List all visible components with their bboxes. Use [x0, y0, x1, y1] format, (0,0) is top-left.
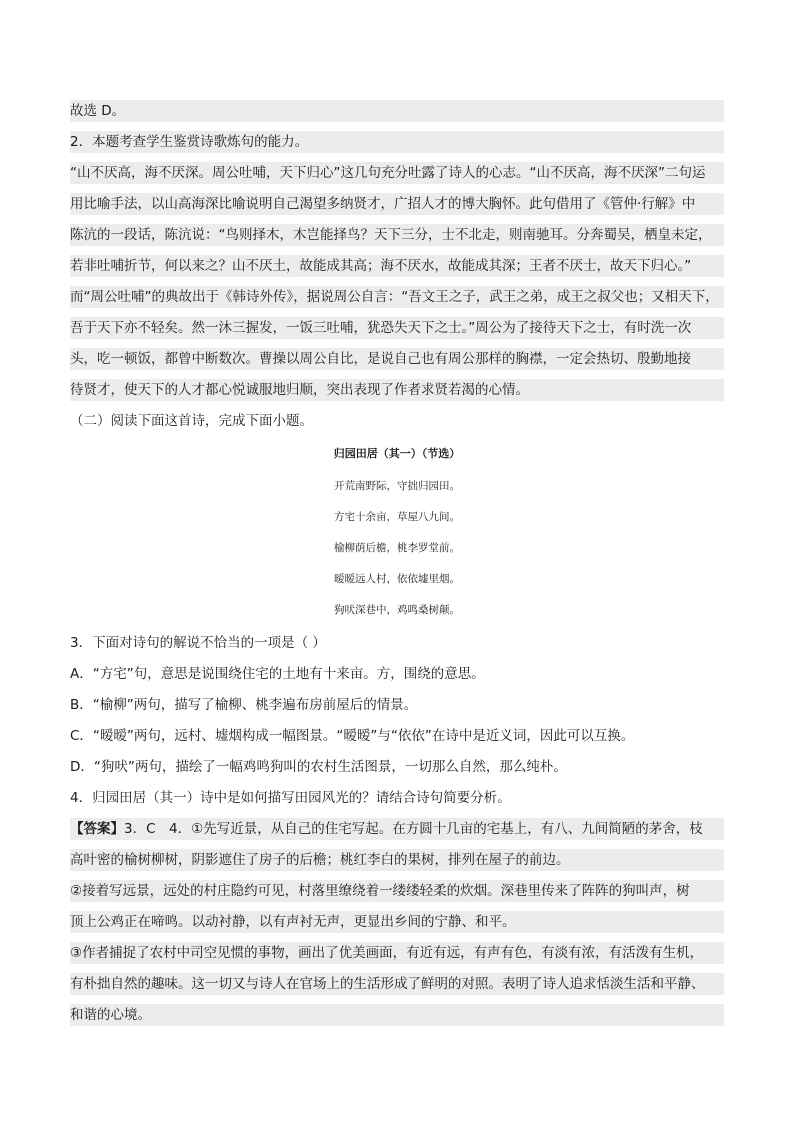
poem-title: 归园田居（其一）（节选） [333, 447, 461, 460]
question-3-option-c: C．“暧暧”两句，远村、墟烟构成一幅图景。“暧暧”与“依依”在诗中是近义词，因此可以互换。 [70, 728, 635, 744]
explanation-line: 头，吃一顿饭，都曾中断数次。曹操以周公自比，是说自己也有周公那样的胸襟，一定会热切、殷勤地接 [70, 348, 724, 370]
explanation-line: 而“周公吐哺”的典故出于《韩诗外传》，据说周公自言：“吾文王之子，武王之弟，成王之叔父也；又相天下， [70, 286, 724, 308]
section-heading: （二）阅读下面这首诗，完成下面小题。 [70, 413, 313, 429]
poem-line: 开荒南野际，守拙归园田。 [334, 480, 460, 492]
explanation-line: “山不厌高，海不厌深。周公吐哺，天下归心”这几句充分吐露了诗人的心志。“山不厌高，海不厌深”二句运 [70, 162, 724, 184]
question-3-option-a: A．“方宅”句，意思是说围绕住宅的土地有十来亩。方，围绕的意思。 [70, 666, 485, 682]
explanation-line: 吾于天下亦不轻矣。然一沐三握发，一饭三吐哺，犹恐失天下之士。”周公为了接待天下之士，有时洗一次 [70, 317, 724, 339]
explanation-line: 陈沆的一段话，陈沆说：“鸟则择木，木岂能择鸟？天下三分，士不北走，则南驰耳。分奔蜀吴，栖皇未定， [70, 224, 724, 246]
answer-line [70, 818, 724, 840]
poem-line: 狗吠深巷中，鸡鸣桑树颠。 [334, 604, 460, 616]
explanation-line: 故选 D。 [70, 100, 724, 122]
answer-line: 顶上公鸡正在啼鸣。以动衬静，以有声衬无声，更显出乡间的宁静、和平。 [70, 911, 724, 933]
question-4-stem: 4．归园田居（其一）诗中是如何描写田园风光的？请结合诗句简要分析。 [70, 790, 511, 806]
answer-line: 高叶密的榆树柳树，阴影遮住了房子的后檐；桃红李白的果树，排列在屋子的前边。 [70, 849, 724, 871]
explanation-line: 2．本题考查学生鉴赏诗歌炼句的能力。 [70, 131, 724, 153]
answer-label: 【答案】 [70, 821, 124, 837]
poem-line: 暧暧远人村，依依墟里烟。 [334, 573, 460, 585]
answer-line: 和谐的心境。 [70, 1004, 724, 1026]
answer-text: 3．C 4．①先写近景，从自己的住宅写起。在方圆十几亩的宅基上，有八、九间简陋的茅舍，枝 [124, 821, 703, 837]
explanation-line: 待贤才，使天下的人才都心悦诚服地归顺，突出表现了作者求贤若渴的心情。 [70, 379, 724, 401]
poem-line: 方宅十余亩，草屋八九间。 [334, 511, 460, 523]
question-3-option-d: D．“狗吠”两句，描绘了一幅鸡鸣狗叫的农村生活图景，一切那么自然，那么纯朴。 [70, 759, 567, 775]
answer-line: ③作者捕捉了农村中司空见惯的事物，画出了优美画面，有近有远，有声有色，有淡有浓，有活泼有生机， [70, 942, 724, 964]
explanation-line: 若非吐哺折节，何以来之？山不厌土，故能成其高；海不厌水，故能成其深；王者不厌士，故天下归心。” [70, 255, 724, 277]
explanation-line: 用比喻手法，以山高海深比喻说明自己渴望多纳贤才，广招人才的博大胸怀。此句借用了《管仲·行解》中 [70, 193, 724, 215]
answer-line: ②接着写远景，远处的村庄隐约可见，村落里缭绕着一缕缕轻柔的炊烟。深巷里传来了阵阵的狗叫声，树 [70, 880, 724, 902]
poem-line: 榆柳荫后檐，桃李罗堂前。 [334, 542, 460, 554]
question-3-option-b: B．“榆柳”两句，描写了榆柳、桃李遍布房前屋后的情景。 [70, 697, 418, 713]
answer-line: 有朴拙自然的趣味。这一切又与诗人在官场上的生活形成了鲜明的对照。表明了诗人追求恬淡生活和平静、 [70, 973, 724, 995]
question-3-stem: 3．下面对诗句的解说不恰当的一项是（ ） [70, 635, 326, 651]
